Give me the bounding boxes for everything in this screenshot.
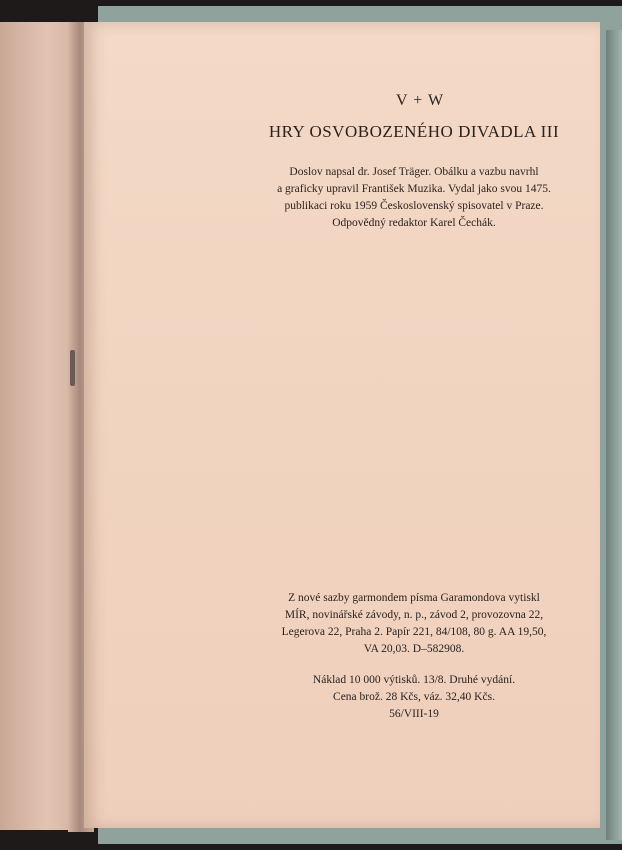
edition-line: Náklad 10 000 výtisků. 13/8. Druhé vydání.	[312, 674, 516, 686]
credits-block	[234, 164, 594, 232]
printer-line: Z nové sazby garmondem písma Garamondova vytiskl	[288, 592, 540, 604]
book-cover-edge	[606, 30, 622, 840]
edition-info	[244, 672, 584, 723]
credits-line: Doslov napsal dr. Josef Träger. Obálku a vazbu navrhl	[289, 166, 539, 178]
credits-line: publikaci roku 1959 Československý spisovatel v Praze.	[284, 200, 544, 212]
publisher-mark: V + W	[395, 92, 445, 109]
credits-line: Odpovědný redaktor Karel Čechák.	[332, 217, 496, 229]
edition-line: Cena brož. 28 Kčs, váz. 32,40 Kčs.	[333, 691, 495, 703]
binding-stitch	[70, 350, 75, 386]
right-page	[84, 22, 600, 828]
book-title: HRY OSVOBOZENÉHO DIVADLA III	[268, 122, 560, 141]
edition-line: 56/VIII-19	[389, 708, 439, 720]
credits-line: a graficky upravil František Muzika. Vydal jako svou 1475.	[277, 183, 551, 195]
printer-colophon	[232, 590, 596, 658]
printer-line: VA 20,03. D–582908.	[363, 643, 465, 655]
printer-line: Legerova 22, Praha 2. Papír 221, 84/108, 80 g. AA 19,50,	[281, 626, 547, 638]
printer-line: MÍR, novinářské závody, n. p., závod 2, provozovna 22,	[284, 609, 544, 621]
